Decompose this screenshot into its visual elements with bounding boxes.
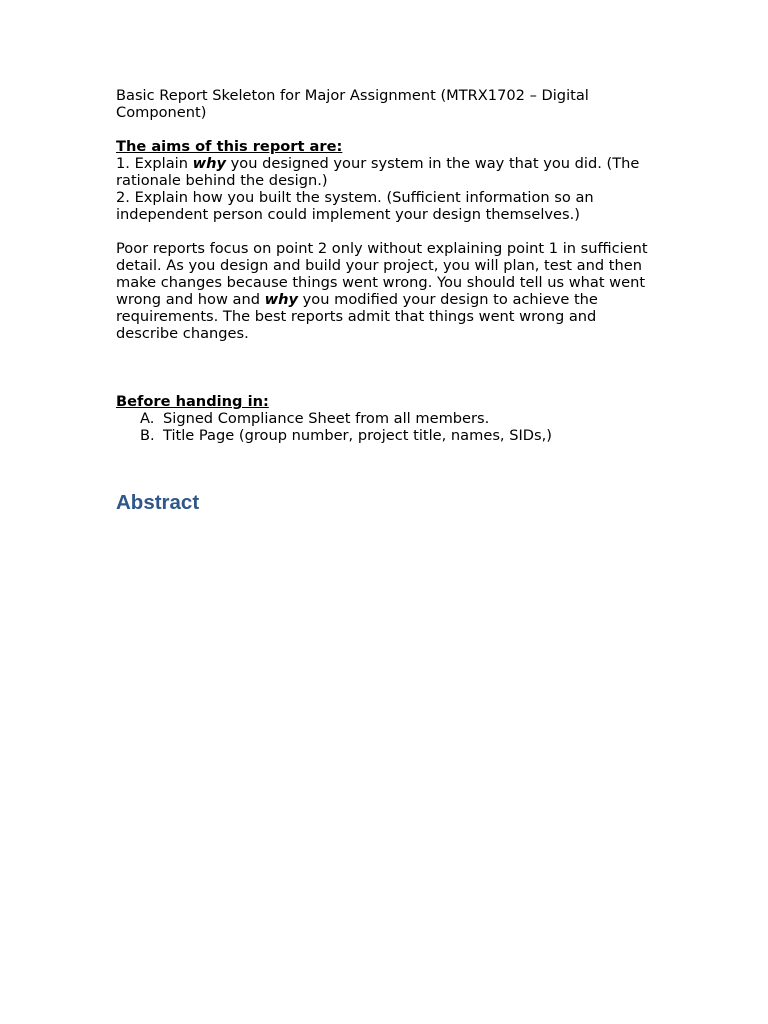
aim-point-1 bbox=[116, 155, 661, 189]
list-item bbox=[116, 410, 661, 427]
aims-heading-text: The aims of this report are: bbox=[116, 138, 343, 155]
before-heading bbox=[116, 393, 661, 410]
body-paragraph-emphasis: why bbox=[264, 291, 299, 308]
aim-point-1-emphasis: why bbox=[192, 155, 227, 172]
aim-point-1-rest: you designed your system in the way that you did. (The rationale behind the design.) bbox=[116, 155, 640, 189]
list-item-marker: B. bbox=[140, 427, 155, 444]
abstract-heading: Abstract bbox=[116, 491, 200, 514]
list-item-marker: A. bbox=[140, 410, 155, 427]
aims-heading bbox=[116, 138, 661, 155]
document-page bbox=[116, 87, 661, 515]
body-paragraph-part-2: you modified your design to achieve the requirements. The best reports admit that things went wrong and describe changes. bbox=[116, 291, 598, 342]
aim-point-2: 2. Explain how you built the system. (Sufficient information so an independent person could implement your design themselves.) bbox=[116, 189, 594, 223]
list-item bbox=[116, 427, 661, 444]
before-heading-text: Before handing in: bbox=[116, 393, 269, 410]
body-paragraph-part-1: Poor reports focus on point 2 only without explaining point 1 in sufficient detail. As you design and build your project, you will plan, test and then make changes because things went wrong. You should tell us what went wrong and how and bbox=[116, 240, 648, 308]
before-list bbox=[116, 410, 661, 444]
body-paragraph bbox=[116, 240, 661, 342]
list-item-text: Signed Compliance Sheet from all members. bbox=[163, 410, 490, 427]
list-item-text: Title Page (group number, project title, names, SIDs,) bbox=[163, 427, 552, 444]
document-title: Basic Report Skeleton for Major Assignment (MTRX1702 – Digital Component) bbox=[116, 87, 589, 121]
aim-point-1-prefix: 1. Explain bbox=[116, 155, 193, 172]
